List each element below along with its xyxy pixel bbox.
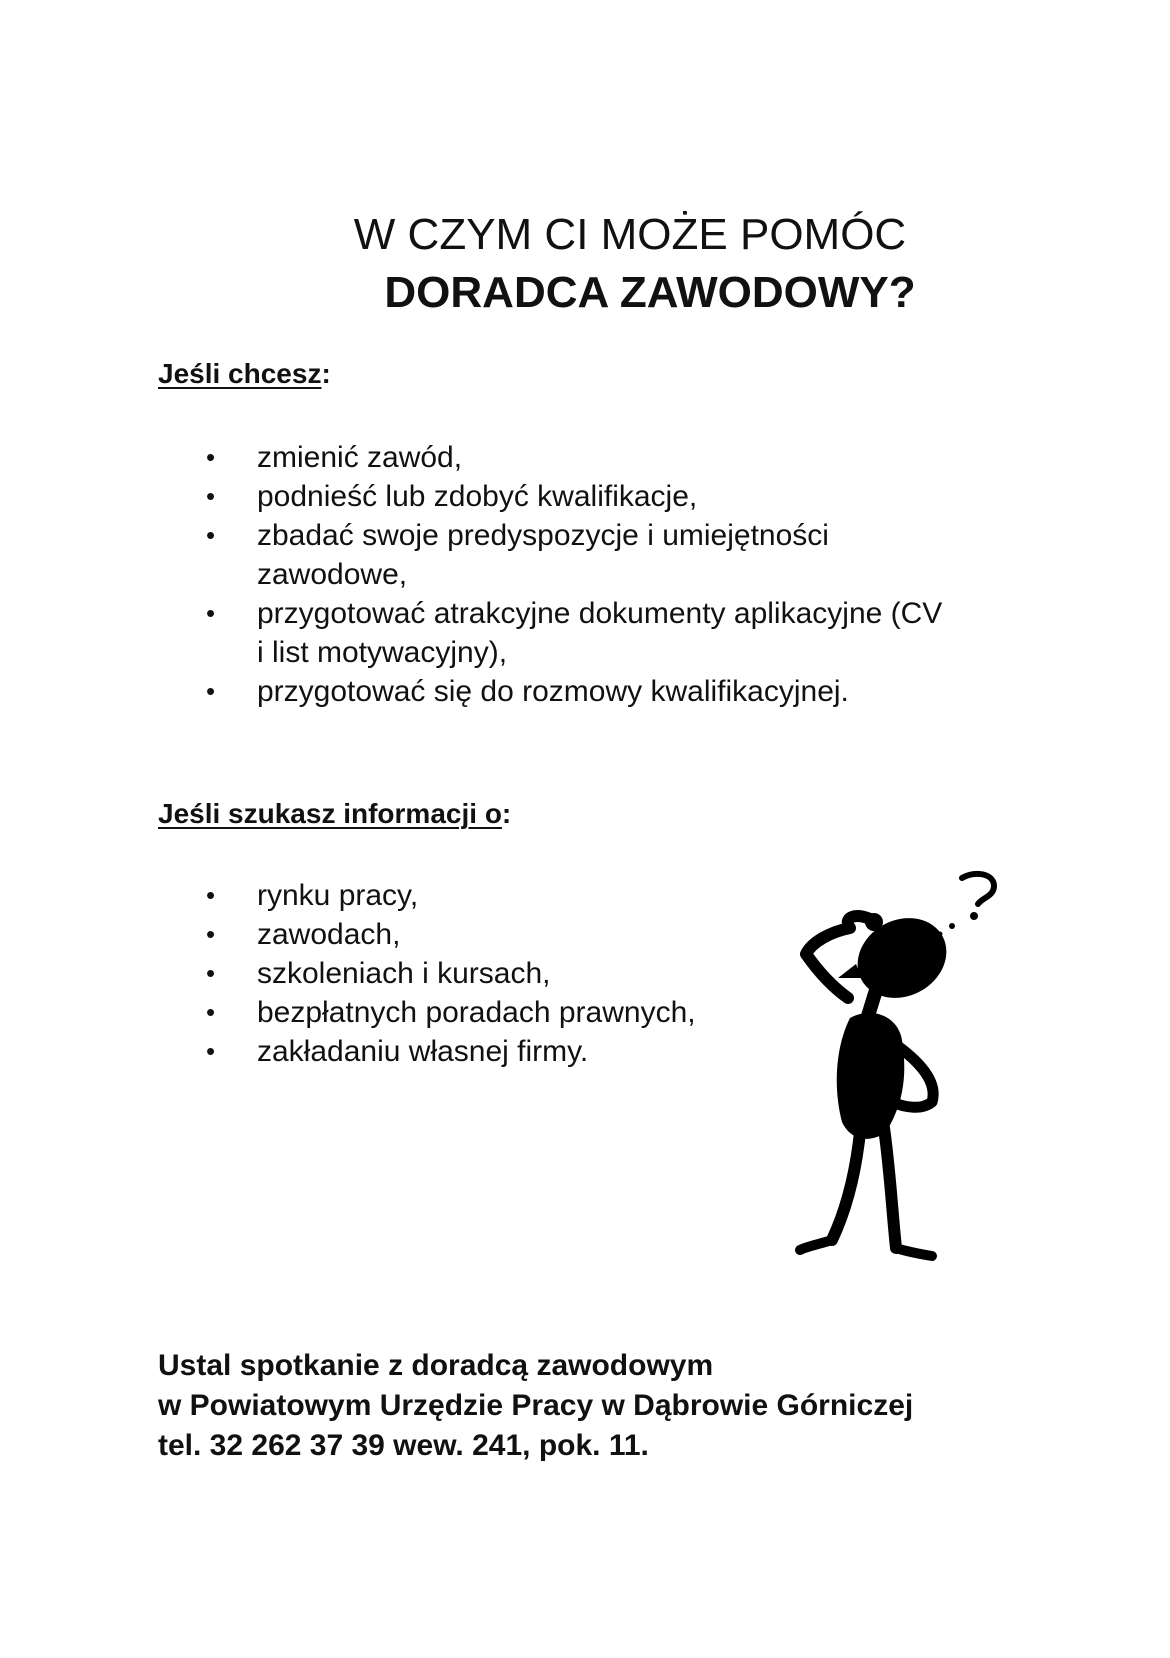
title-line-1: W CZYM CI MOŻE POMÓC	[353, 210, 907, 259]
section-heading-wants-text: Jeśli chcesz	[158, 358, 322, 389]
thinking-person-icon	[790, 870, 1020, 1290]
bullet-icon: •	[206, 442, 216, 472]
bullet-icon: •	[206, 598, 216, 628]
list-item-text: przygotować się do rozmowy kwalifikacyjnej.	[257, 675, 849, 708]
bullet-icon: •	[206, 919, 216, 949]
wants-list	[0, 438, 957, 711]
list-item	[0, 516, 917, 594]
bullet-icon: •	[206, 958, 216, 988]
bullet-icon: •	[206, 880, 216, 910]
bullet-icon: •	[206, 481, 216, 511]
bullet-icon: •	[206, 676, 216, 706]
list-item-text: zawodach,	[257, 918, 401, 951]
list-item	[0, 477, 957, 516]
list-item	[0, 594, 957, 672]
contact-line-1: Ustal spotkanie z doradcą zawodowym	[158, 1349, 714, 1382]
contact-line-3: tel. 32 262 37 39 wew. 241, pok. 11.	[158, 1429, 649, 1462]
list-item-text: zmienić zawód,	[257, 441, 463, 474]
list-item-text: zakładaniu własnej firmy.	[257, 1035, 589, 1068]
contact-line-2: w Powiatowym Urzędzie Pracy w Dąbrowie Górniczej	[158, 1389, 914, 1422]
section-heading-info	[158, 796, 511, 832]
list-item	[0, 672, 957, 711]
list-item-text: przygotować atrakcyjne dokumenty aplikacyjne (CV i list motywacyjny),	[257, 597, 943, 669]
section-heading-wants	[158, 356, 331, 392]
list-item-text: podnieść lub zdobyć kwalifikacje,	[257, 480, 698, 513]
list-item	[0, 438, 957, 477]
section-heading-info-text: Jeśli szukasz informacji o	[158, 798, 502, 829]
section-heading-info-colon: :	[501, 798, 512, 829]
title-line-2: DORADCA ZAWODOWY?	[384, 268, 916, 317]
list-item-text: szkoleniach i kursach,	[257, 957, 551, 990]
bullet-icon: •	[206, 520, 216, 550]
bullet-icon: •	[206, 997, 216, 1027]
list-item-text: rynku pracy,	[257, 879, 419, 912]
contact-info	[158, 1346, 913, 1466]
section-heading-wants-colon: :	[321, 358, 331, 389]
bullet-icon: •	[206, 1036, 216, 1066]
page-title	[0, 206, 1170, 322]
list-item-text: zbadać swoje predyspozycje i umiejętności zawodowe,	[257, 519, 829, 591]
list-item-text: bezpłatnych poradach prawnych,	[257, 996, 696, 1029]
